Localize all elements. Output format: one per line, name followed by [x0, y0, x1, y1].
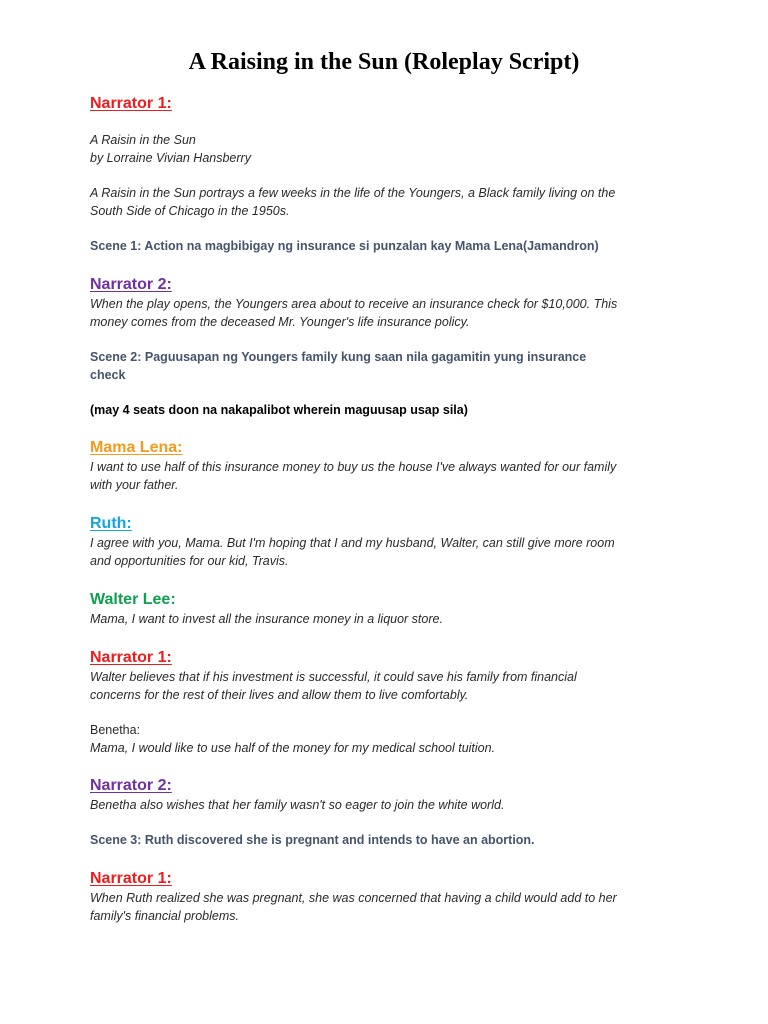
- narrator1-block-c: [90, 869, 690, 925]
- scene-2-heading-cont: check: [90, 368, 126, 382]
- scene-1-block: [90, 237, 690, 255]
- speaker-narrator-1: Narrator 1:: [90, 870, 172, 887]
- dialogue-line: I want to use half of this insurance money to buy us the house I've always wanted for our family: [90, 460, 617, 474]
- dialogue-line: I agree with you, Mama. But I'm hoping that I and my husband, Walter, can still give more room: [90, 536, 615, 550]
- dialogue-line: Benetha also wishes that her family wasn't so eager to join the white world.: [90, 798, 505, 812]
- benetha-block: [90, 721, 690, 757]
- summary-line: A Raisin in the Sun portrays a few weeks in the life of the Youngers, a Black family living on the: [90, 186, 616, 200]
- book-author-line: by Lorraine Vivian Hansberry: [90, 151, 251, 165]
- scene-1-heading: Scene 1: Action na magbibigay ng insurance si punzalan kay Mama Lena(Jamandron): [90, 239, 599, 253]
- speaker-narrator-1: Narrator 1:: [90, 649, 172, 666]
- dialogue-line: money comes from the deceased Mr. Younger's life insurance policy.: [90, 315, 470, 329]
- speaker-walter-lee: Walter Lee:: [90, 591, 176, 608]
- summary-line: South Side of Chicago in the 1950s.: [90, 204, 290, 218]
- narrator2-block-a: [90, 275, 690, 331]
- speaker-narrator-2: Narrator 2:: [90, 276, 172, 293]
- stage-direction: (may 4 seats doon na nakapalibot wherein maguusap usap sila): [90, 403, 468, 417]
- speaker-narrator-2: Narrator 2:: [90, 777, 172, 794]
- dialogue-line: family's financial problems.: [90, 909, 239, 923]
- dialogue-line: Mama, I would like to use half of the money for my medical school tuition.: [90, 741, 496, 755]
- document-title: A Raising in the Sun (Roleplay Script): [188, 49, 580, 75]
- scene-2-block: [90, 348, 690, 384]
- stage-note-block: [90, 401, 690, 419]
- dialogue-line: When Ruth realized she was pregnant, she was concerned that having a child would add to her: [90, 891, 617, 905]
- dialogue-line: Walter believes that if his investment is successful, it could save his family from financial: [90, 670, 577, 684]
- dialogue-line: and opportunities for our kid, Travis.: [90, 554, 289, 568]
- book-summary: [90, 184, 690, 220]
- scene-2-heading: Scene 2: Paguusapan ng Youngers family kung saan nila gagamitin yung insurance: [90, 350, 587, 364]
- scene-3-block: [90, 831, 690, 849]
- speaker-mama-lena: Mama Lena:: [90, 439, 183, 456]
- ruth-block: [90, 514, 690, 570]
- dialogue-line: When the play opens, the Youngers area about to receive an insurance check for $10,000. This: [90, 297, 618, 311]
- mama-lena-block: [90, 438, 690, 494]
- narrator1-block-b: [90, 648, 690, 704]
- book-credit: [90, 131, 690, 167]
- scene-3-heading: Scene 3: Ruth discovered she is pregnant and intends to have an abortion.: [90, 833, 535, 847]
- speaker-ruth: Ruth:: [90, 515, 132, 532]
- narrator1-intro-speaker-block: [90, 94, 690, 114]
- speaker-narrator-1: Narrator 1:: [90, 95, 172, 112]
- dialogue-line: with your father.: [90, 478, 179, 492]
- walter-lee-block: [90, 590, 690, 628]
- narrator2-block-b: [90, 776, 690, 814]
- book-title-line: A Raisin in the Sun: [90, 133, 196, 147]
- speaker-benetha: Benetha:: [90, 723, 141, 737]
- dialogue-line: concerns for the rest of their lives and allow them to live comfortably.: [90, 688, 469, 702]
- dialogue-line: Mama, I want to invest all the insurance money in a liquor store.: [90, 612, 443, 626]
